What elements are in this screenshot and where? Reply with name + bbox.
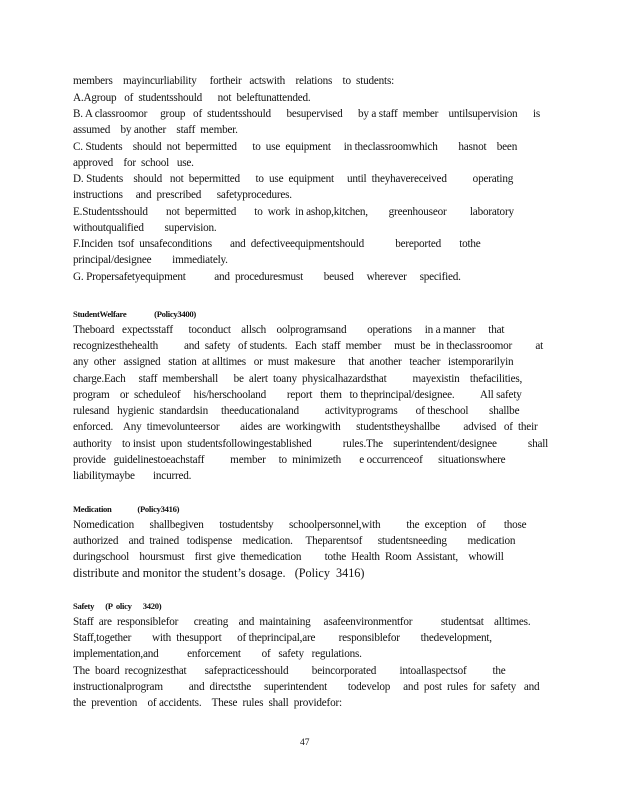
- list-item-f: F.Inciden tsof unsafeconditions and defectiveequipmentshould bereported tothe: [73, 238, 481, 250]
- safety-line: The board recognizesthat safepracticesshould beincorporated intoallaspectsof the: [73, 665, 506, 677]
- list-item-a: A.Agroup of studentsshould not beleftunattended.: [73, 92, 311, 104]
- list-item-c-cont: approved for school use.: [73, 157, 194, 169]
- welfare-line: provide guidelinestoeachstaff member to minimizeth e occurrenceof situationswhere: [73, 454, 506, 466]
- list-item-e: E.Studentsshould not bepermitted to work in ashop,kitchen, greenhouseor laboratory: [73, 206, 514, 218]
- section-heading-medication: Medication (Policy3416): [73, 504, 180, 514]
- safety-line: implementation,and enforcement of safety regulations.: [73, 648, 362, 660]
- section-heading-safety: Safety (P olicy 3420): [73, 601, 162, 611]
- welfare-line: liabilitymaybe incurred.: [73, 470, 192, 482]
- welfare-line: any other assigned station at alltimes or must makesure that another teacher istemporarilyin: [73, 356, 514, 368]
- intro-line: members mayincurliability fortheir actswith relations to students:: [73, 75, 395, 87]
- safety-line: instructionalprogram and directsthe superintendent todevelop and post rules for safety and: [73, 681, 540, 693]
- list-item-e-cont: withoutqualified supervision.: [73, 222, 217, 234]
- list-item-b-cont: assumed by another staff member.: [73, 124, 238, 136]
- page-number: 47: [300, 738, 310, 748]
- list-item-d: D. Students should not bepermitted to use equipment until theyhavereceived operating: [73, 173, 514, 185]
- welfare-line: charge.Each staff membershall be alert toany physicalhazardsthat mayexistin thefacilities,: [73, 373, 523, 385]
- safety-line: the prevention of accidents. These rules shall providefor:: [73, 697, 342, 709]
- medication-line: Nomedication shallbegiven tostudentsby schoolpersonnel,with the exception of those: [73, 519, 527, 531]
- list-item-d-cont: instructions and prescribed safetyprocedures.: [73, 189, 292, 201]
- medication-line-last: distribute and monitor the student’s dosage. (Policy 3416): [73, 566, 365, 580]
- welfare-line: authority to insist upon studentsfollowingestablished rules.The superintendent/designee shall: [73, 438, 549, 450]
- section-heading-student-welfare: StudentWelfare (Policy3400): [73, 309, 196, 319]
- safety-line: Staff are responsiblefor creating and maintaining asafeenvironmentfor studentsat alltimes.: [73, 616, 531, 628]
- medication-line: duringschool hoursmust first give themedication tothe Health Room Assistant, whowill: [73, 551, 504, 563]
- list-item-f-cont: principal/designee immediately.: [73, 254, 228, 266]
- list-item-c: C. Students should not bepermitted to use equipment in theclassroomwhich hasnot been: [73, 141, 518, 153]
- welfare-line: Theboard expectsstaff toconduct allsch oolprogramsand operations in a manner that: [73, 324, 505, 336]
- safety-line: Staff,together with thesupport of theprincipal,are responsiblefor thedevelopment,: [73, 632, 492, 644]
- list-item-b: B. A classroomor group of studentsshould besupervised by a staff member untilsupervision is: [73, 108, 541, 120]
- medication-line: authorized and trained todispense medication. Theparentsof studentsneeding medication: [73, 535, 516, 547]
- list-item-g: G. Propersafetyequipment and proceduresmust beused wherever specified.: [73, 271, 461, 283]
- welfare-line: recognizesthehealth and safety of students. Each staff member must be in theclassroomor at: [73, 340, 544, 352]
- welfare-line: program or scheduleof his/herschooland report them to theprincipal/designee. All safety: [73, 389, 522, 401]
- welfare-line: rulesand hygienic standardsin theeducationaland activityprograms of theschool shallbe: [73, 405, 520, 417]
- welfare-line: enforced. Any timevolunteersor aides are workingwith studentstheyshallbe advised of their: [73, 421, 538, 433]
